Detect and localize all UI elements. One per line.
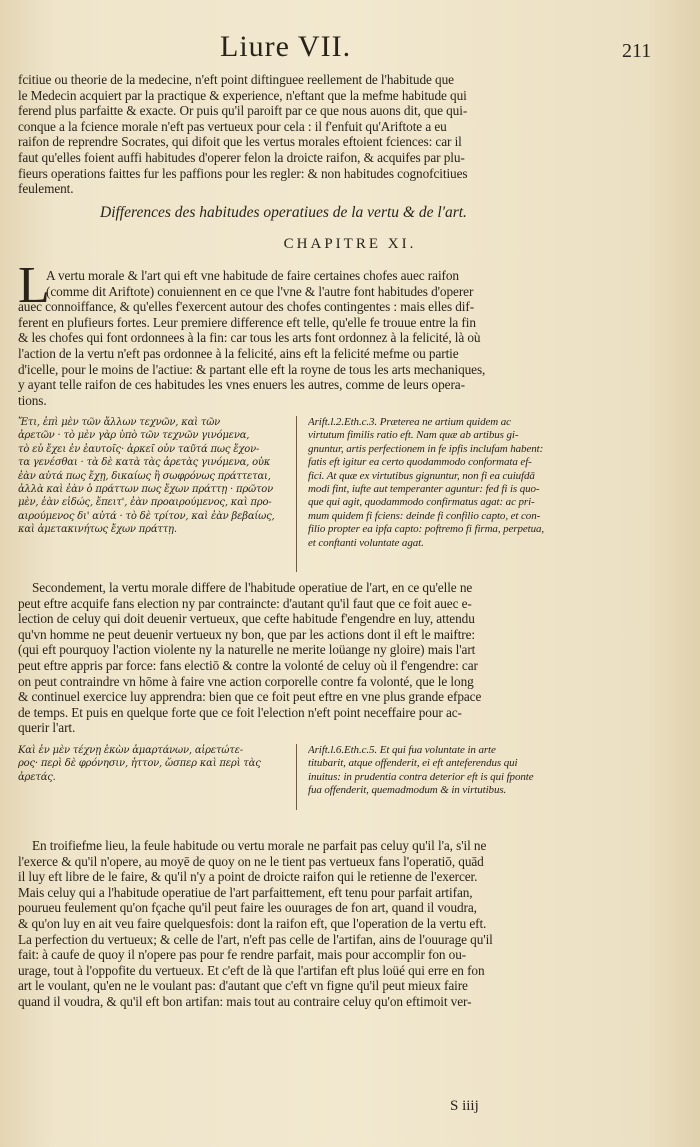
latin-line: et conftanti voluntate agat. [308,536,424,549]
text-line: qu'vn homme ne peut deuenir vertueux ny bon, que par les actions dont il eft le maiftre: [18,626,476,642]
greek-line: καὶ ἀμετακινήτως ἔχων πράττῃ. [18,524,177,536]
text-line: lection de celuy qui doit deuenir vertueux, que cefte habitude f'engendre en luy, attendu [18,611,475,627]
latin-line: modi fint, iufte aut temperanter aguntur: fed fi is quo- [308,483,540,496]
greek-line: ρος· περὶ δὲ φρόνησιν, ἧττον, ὥσπερ καὶ περὶ τὰς [18,758,261,770]
chapter-heading: CHAPITRE XI. [283,236,417,252]
greek-line: ἀρετάς. [18,771,56,783]
text-line: quand il voudra, & qu'il eft bon artifan: mais tout au contraire celuy qu'on eftimoit ver- [18,993,472,1009]
text-line: auec connoiffance, & qu'elles f'exercent autour des chofes contingentes : mais elles dif- [18,299,475,315]
text-line: peut eftre acquife fans election ny par contraincte: d'autant qu'il faut que ce foit auec e- [18,595,472,611]
text-line: le Medecin acquiert par la practique & experience, n'eftant que la mefme habitude qui [18,87,467,103]
text-line: fcitiue ou theorie de la medecine, n'eft point diftinguee reellement de l'habitude que [18,72,454,87]
latin-translation [308,416,682,550]
column-divider [296,416,297,572]
text-line: ferent en plufieurs fortes. Leur premiere difference eft telle, qu'elle fe trouue entre la fin [18,314,476,330]
column-divider [296,744,297,810]
latin-line: mum quidem fi fciens: deinde fi confilio capto, et con- [308,509,541,522]
greek-line: Καὶ ἐν μὲν τέχνῃ ἑκὼν ἁμαρτάνων, αἱρετώτε- [18,745,243,756]
text-line: & continuel exercice luy apprendra: bien que ce foit peut eftre en vne plus grande efpace [18,689,482,705]
greek-line: τα γενέσθαι · τὰ δὲ κατὰ τὰς ἀρετὰς γινόμενα, οὐκ [18,457,271,469]
text-line: faut qu'elles foient auffi habitudes d'operer felon la droicte raifon, & acquifes par plu- [18,149,465,165]
latin-line: inuitus: in prudentia contra deterior eft is qui fponte [308,770,534,783]
text-line: conque a la fcience morale n'eft pas vertueux pour cela : il f'enfuit qu'Ariftote a eu [18,118,447,134]
text-line: Secondement, la vertu morale differe de l'habitude operatiue de l'art, en ce qu'elle ne [32,580,473,595]
greek-line: ἀρετῶν · τὸ μὲν γὰρ ὑπὸ τῶν τεχνῶν γινόμενα, [18,430,250,442]
paragraph-first-difference [18,268,682,408]
latin-line: fua offenderit, quemadmodum & in virtutibus. [308,784,507,797]
text-line: on peut contraindre vn hōme à faire vne action corporelle contre fa volonté, que le long [18,673,474,689]
page-header [0,30,700,70]
text-line: & qu'on luy en ait veu faire quelquesfois: dont la raifon eft, que l'operation de la vertu eft. [18,915,487,931]
text-line: pourueu feulement qu'on fçache qu'il peut faire les ouurages de fon art, quand il voudra, [18,900,477,916]
latin-line: que qui agit, quodammodo confirmatus agat: ac pri- [308,496,535,509]
text-line: (comme dit Ariftote) conuiennent en ce que l'vne & l'autre font habitudes d'operer [46,283,474,299]
latin-translation [308,744,682,798]
latin-line: Arift.l.2.Eth.c.3. Præterea ne artium quidem ac [308,416,511,428]
latin-line: titubarit, atque offenderit, ei eft anteferendus qui [308,757,518,770]
text-line: tions. [18,392,47,408]
quotation-block-2 [18,744,682,810]
text-line: (qui eft pourquoy l'action violente ny la naturelle ne merite loüange ny gloire) mais l'art [18,642,476,658]
text-line: Mais celuy qui a l'habitude operatiue de l'art parfaittement, eft tenu pour parfait artifan, [18,884,473,900]
text-line: querir l'art. [18,720,76,736]
latin-line: filio propter ea ipfa capto: poftremo fi firma, perpetua, [308,523,545,536]
quotation-block-1 [18,416,682,572]
text-line: peut eftre appris par force: fans electiō & contre la volonté de celuy où il f'engendre: car [18,657,478,673]
greek-quotation [18,416,288,537]
signature-mark: S iiij [450,1098,479,1114]
greek-line: ἀλλὰ καὶ ἐὰν ὁ πράττων πως ἔχων πράττῃ · πρῶτον [18,484,274,496]
text-line: ferend plus parfaitte & exacte. Or puis qu'il paroift par ce que nous auons dit, que qui- [18,103,468,119]
greek-line: αιρούμενος δι' αὐτά · τὸ δὲ τρίτον, καὶ ἐὰν βεβαίως, [18,510,275,522]
text-line: l'exerce & qu'il n'opere, au moyē de quoy on ne le tient pas vertueux fans l'operatiō, quād [18,853,484,869]
greek-line: Ἔτι, ἐπὶ μὲν τῶν ἄλλων τεχνῶν, καὶ τῶν [18,417,221,428]
paragraph-second-difference [18,580,682,736]
latin-line: virtutum fimilis ratio eft. Nam quæ ab artibus gi- [308,429,519,442]
text-line: il luy eft libre de le faire, & qu'il n'y a point de droicte raifon qui le retienne de l'exercer. [18,869,478,885]
latin-line: gnuntur, artis perfectionem in fe ipfis inclufam habent: [308,442,544,455]
latin-line: fatis eft igitur ea certo quodammodo conformata ef- [308,456,532,469]
section-subtitle: Differences des habitudes operatiues de la vertu & de l'art. [100,204,467,221]
latin-line: fici. At quæ ex virtutibus gignuntur, non fi ea cuiufdā [308,469,535,482]
intro-paragraph [18,72,682,197]
text-line: La perfection du vertueux; & celle de l'art, n'eft pas celle de l'artifan, ains de l'ouurage qu'il [18,931,493,947]
paragraph-third-difference [18,838,682,1010]
greek-line: τὸ εὖ ἔχει ἐν ἑαυτοῖς· ἀρκεῖ οὖν ταῦτά πως ἔχον- [18,443,260,455]
text-line: urage, tout à l'oppofite du vertueux. Et c'eft de là que l'artifan eft plus loüé qui erre en fon [18,962,485,978]
drop-cap: L [18,257,50,314]
text-line: & les chofes qui font ordonnees à la fin: car tous les arts font ordonnez à la felicité, là où [18,330,481,346]
text-line: raifon de reprendre Socrates, qui difoit que les vertus morales eftoient fciences: car il [18,134,462,150]
greek-quotation [18,744,288,784]
latin-line: Arift.l.6.Eth.c.5. Et qui fua voluntate in arte [308,744,496,756]
text-line: de temps. Et puis en quelque forte que ce foit l'election n'eft point neceffaire pour ac- [18,704,462,720]
text-line: fieurs operations faittes fur les paffions pour les regler: & non habitudes cognofcitiues [18,165,468,181]
greek-line: μὲν, ἐὰν εἰδώς, ἔπειτ', ἐὰν προαιρούμενος, καὶ προ- [18,497,272,509]
greek-line: ἐὰν αὐτά πως ἔχῃ, δικαίως ἢ σωφρόνως πράττεται, [18,470,271,482]
text-line: En troifiefme lieu, la feule habitude ou vertu morale ne parfait pas celuy qu'il l'a, s'il ne [32,838,487,853]
text-line: l'action de la vertu n'eft pas ordonnee à la felicité, ains eft la felicité mefme ou partie [18,345,459,361]
page-number: 211 [622,40,652,62]
text-line: feulement. [18,181,74,197]
text-line: y ayant telle raifon de ces habitudes les vnes enuers les autres, comme de leurs opera- [18,377,465,393]
running-title: Liure VII. [220,30,352,63]
text-line: fait: à caufe de quoy il n'opere pas pour fe rendre parfait, mais pour accomplir fon ou- [18,947,467,963]
text-line: d'icelle, pour le moins de l'actiue: & partant elle eft la royne de tous les arts mechaniques, [18,361,486,377]
text-line: A vertu morale & l'art qui eft vne habitude de faire certaines chofes auec raifon [46,268,459,283]
text-line: art le voulant, qu'en ne le voulant pas: d'autant que c'eft vn figne qu'il peut mieux faire [18,978,468,994]
